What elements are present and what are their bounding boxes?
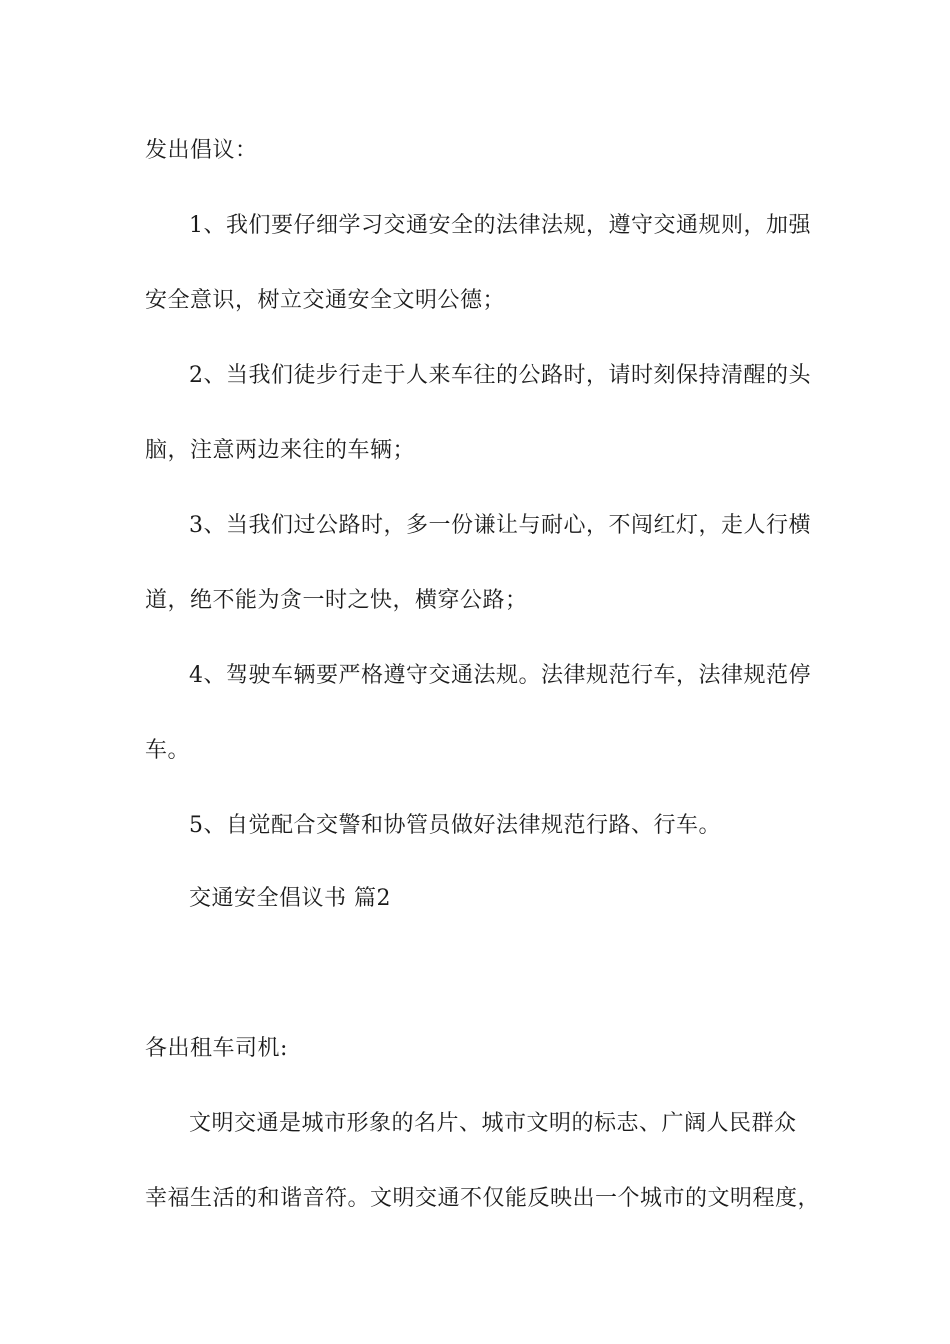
proposal-intro: 发出倡议： bbox=[145, 138, 258, 163]
proposal-item-5: 5、自觉配合交警和协管员做好法律规范行路、行车。 bbox=[189, 813, 721, 838]
proposal-item-4-line-1: 4、驾驶车辆要严格遵守交通法规。法律规范行车，法律规范停 bbox=[189, 663, 811, 688]
proposal-item-1-line-1: 1、我们要仔细学习交通安全的法律法规，遵守交通规则，加强 bbox=[189, 213, 811, 238]
proposal-item-3-line-2: 道，绝不能为贪一时之快，横穿公路； bbox=[145, 588, 528, 613]
proposal-item-2-line-1: 2、当我们徒步行走于人来车往的公路时，请时刻保持清醒的头 bbox=[189, 363, 811, 388]
proposal-item-2-line-2: 脑，注意两边来往的车辆； bbox=[145, 438, 416, 463]
body-paragraph-line-1: 文明交通是城市形象的名片、城市文明的标志、广阔人民群众 bbox=[189, 1111, 797, 1136]
body-paragraph-line-2: 幸福生活的和谐音符。文明交通不仅能反映出一个城市的文明程度， bbox=[145, 1186, 821, 1211]
section-title: 交通安全倡议书 篇2 bbox=[189, 886, 391, 911]
proposal-item-1-line-2: 安全意识，树立交通安全文明公德； bbox=[145, 288, 506, 313]
proposal-item-4-line-2: 车。 bbox=[145, 738, 191, 763]
salutation: 各出租车司机: bbox=[145, 1036, 288, 1061]
proposal-item-3-line-1: 3、当我们过公路时，多一份谦让与耐心，不闯红灯，走人行横 bbox=[189, 513, 811, 538]
